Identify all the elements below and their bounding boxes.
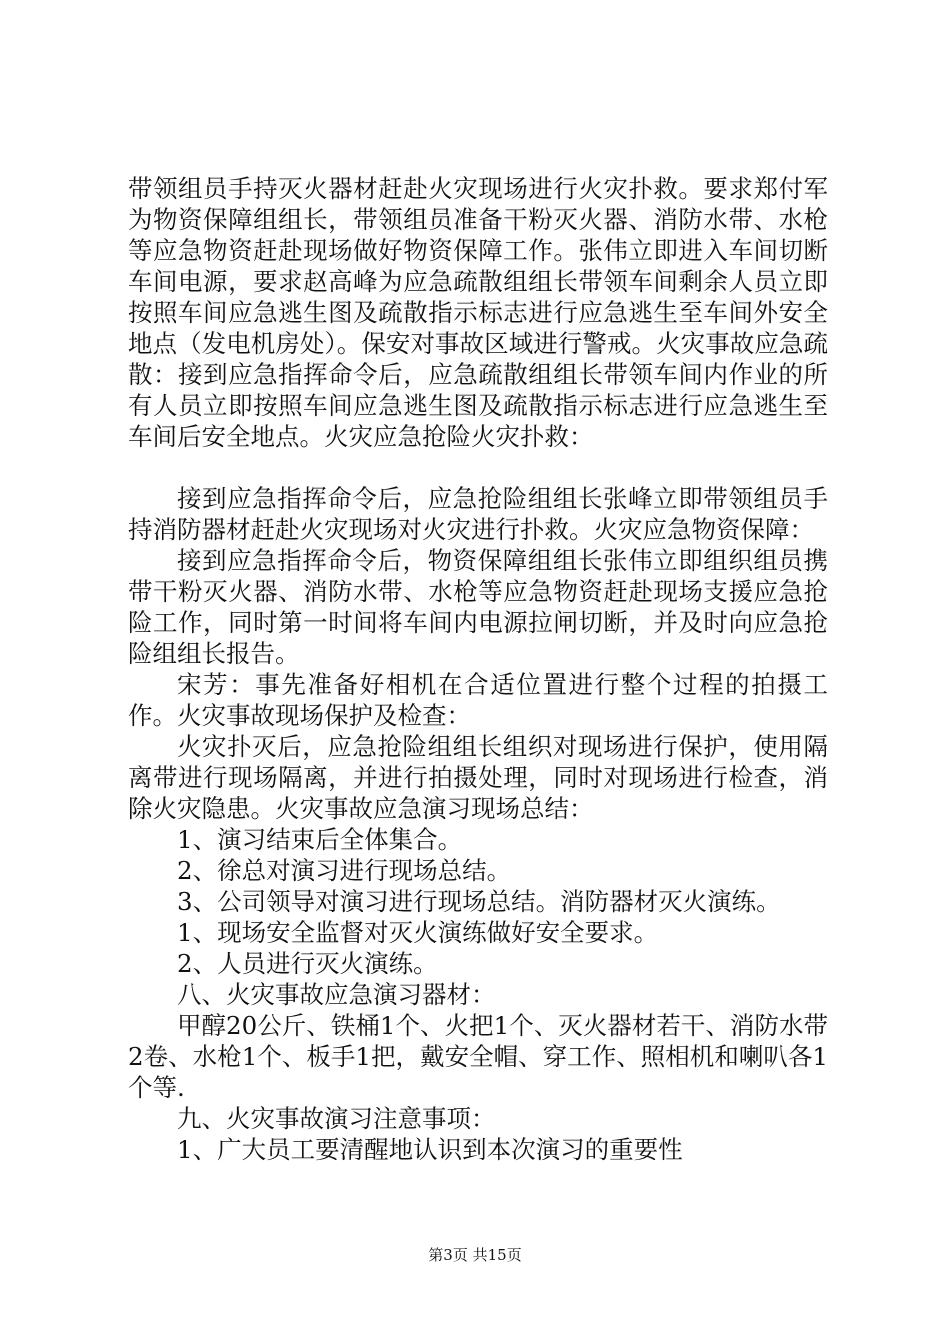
document-body bbox=[128, 173, 828, 1165]
list-item: 1、现场安全监督对灭火演练做好安全要求。 bbox=[177, 918, 659, 947]
section-heading: 九、火灾事故演习注意事项： bbox=[177, 1104, 496, 1133]
paragraph: 火灾扑灭后，应急抢险组组长组织对现场进行保护，使用隔离带进行现场隔离，并进行拍摄处理，同时对现场进行检查，消除火灾隐患。火灾事故应急演习现场总结： bbox=[128, 732, 828, 823]
paragraph: 接到应急指挥命令后，物资保障组组长张伟立即组织组员携带干粉灭火器、消防水带、水枪等应急物资赶赴现场支援应急抢险工作，同时第一时间将车间内电源拉闸切断，并及时向应急抢险组组长报告。 bbox=[128, 546, 828, 668]
list-item: 1、广大员工要清醒地认识到本次演习的重要性 bbox=[177, 1135, 683, 1164]
paragraph: 带领组员手持灭火器材赶赴火灾现场进行火灾扑救。要求郑付军为物资保障组组长，带领组员准备干粉灭火器、消防水带、水枪等应急物资赶赴现场做好物资保障工作。张伟立即进入车间切断车间电源，要求赵高峰为应急疏散组组长带领车间剩余人员立即按照车间应急逃生图及疏散指示标志进行应急逃生至车间外安全地点（发电机房处）。保安对事故区域进行警戒。火灾事故应急疏散：接到应急指挥命令后，应急疏散组组长带领车间内作业的所有人员立即按照车间应急逃生图及疏散指示标志进行应急逃生至车间后安全地点。火灾应急抢险火灾扑救： bbox=[128, 174, 828, 451]
list-item: 1、演习结束后全体集合。 bbox=[177, 825, 463, 854]
list-item: 3、公司领导对演习进行现场总结。消防器材灭火演练。 bbox=[177, 887, 781, 916]
page-number-footer: 第3页 共15页 bbox=[428, 1246, 522, 1264]
paragraph-gap bbox=[128, 452, 828, 483]
paragraph: 甲醇20公斤、铁桶1个、火把1个、灭火器材若干、消防水带2卷、水枪1个、板手1把，戴安全帽、穿工作、照相机和喇叭各1个等. bbox=[128, 1011, 828, 1102]
list-item: 2、人员进行灭火演练。 bbox=[177, 949, 438, 978]
paragraph: 接到应急指挥命令后，应急抢险组组长张峰立即带领组员手持消防器材赶赴火灾现场对火灾进行扑救。火灾应急物资保障： bbox=[128, 484, 828, 544]
paragraph: 宋芳：事先准备好相机在合适位置进行整个过程的拍摄工作。火灾事故现场保护及检查： bbox=[128, 670, 828, 730]
section-heading: 八、火灾事故应急演习器材： bbox=[177, 980, 496, 1009]
list-item: 2、徐总对演习进行现场总结。 bbox=[177, 856, 512, 885]
